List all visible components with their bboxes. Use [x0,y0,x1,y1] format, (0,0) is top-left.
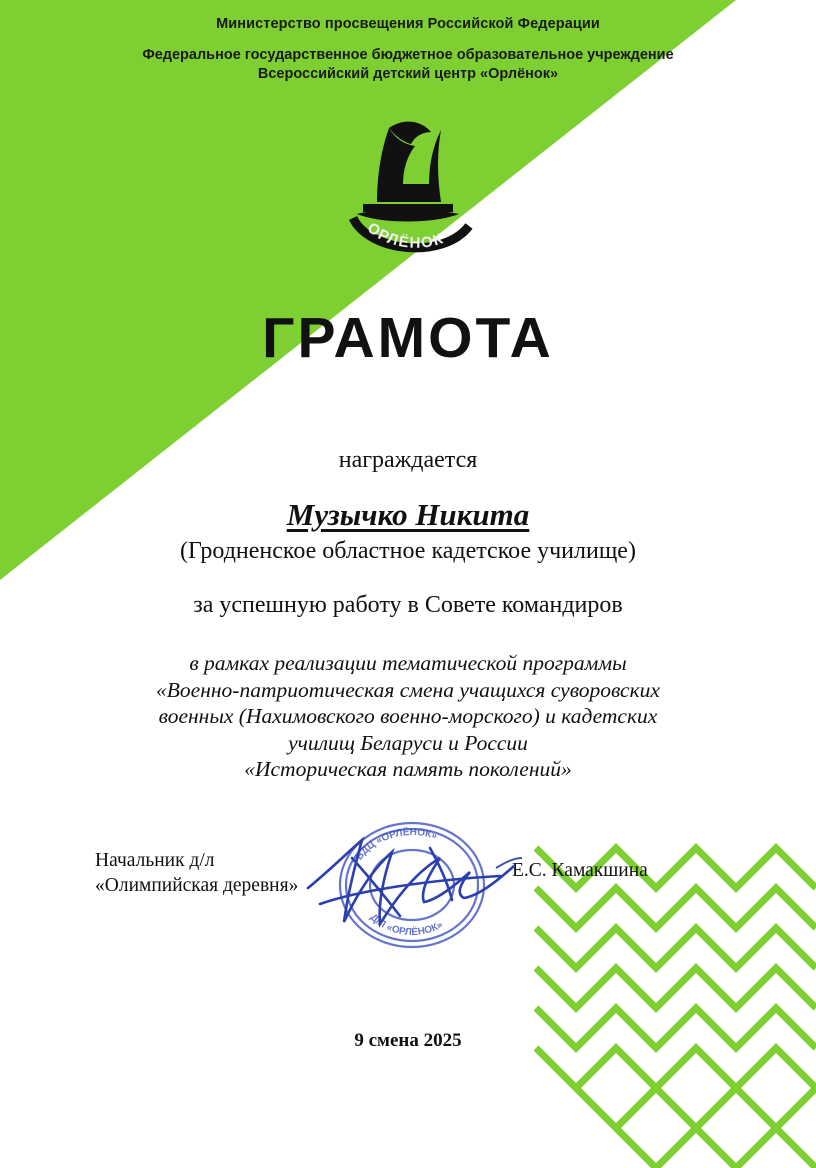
program-line: военных (Нахимовского военно-морского) и кадетских [158,704,658,728]
svg-text:Д/Л «ОРЛЁНОК»: Д/Л «ОРЛЁНОК» [367,912,445,939]
program-line: училищ Беларуси и России [288,730,528,755]
organization-line-1: Федеральное государственное бюджетное образовательное учреждение [142,47,674,63]
svg-text:ОРЛЁНОК: ОРЛЁНОК [363,219,447,252]
signature-block [0,848,816,908]
signer-role-line-2: «Олимпийская деревня» [95,875,299,896]
award-reason: за успешную работу в Совете командиров [193,592,623,618]
awarded-label: награждается [338,447,478,473]
orlyonok-eaglet-logo-icon [333,106,483,276]
program-line: «Военно-патриотическая смена учащихся суворовских [156,677,660,702]
session-label: 9 смена 2025 [354,1030,462,1051]
signer-name: Е.С. Камакшина [512,860,648,881]
recipient-school: (Гродненское областное кадетское училище) [180,538,636,564]
organization-block [0,46,816,84]
organization-line-2: Всероссийский детский центр «Орлёнок» [257,66,559,82]
recipient-name [0,497,816,533]
signer-role [95,848,298,898]
recipient-name-text: Музычко Никита [286,497,530,532]
program-line: в рамках реализации тематической программы [189,651,627,675]
program-block [108,650,708,783]
program-line: «Историческая память поколений» [244,757,572,781]
svg-text:ВДЦ «ОРЛЁНОК»: ВДЦ «ОРЛЁНОК» [353,826,439,863]
signer-role-line-1: Начальник д/л [95,850,215,871]
page-title: ГРАМОТА [262,306,554,370]
logo-container [0,106,816,276]
ministry-line: Министерство просвещения Российской Федерации [216,16,600,32]
